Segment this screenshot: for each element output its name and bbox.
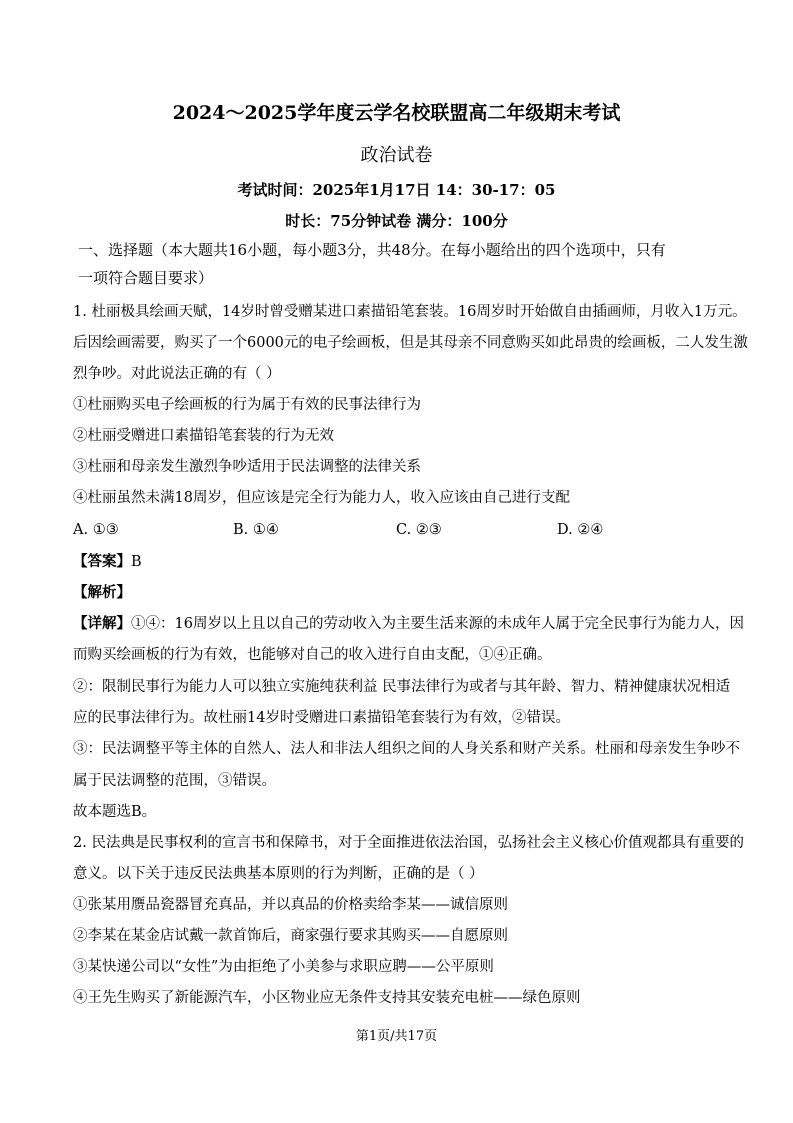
section-heading: 一、选择题（本大题共16小题，每小题3分，共48分。在每小题给出的四个选项中，只有	[78, 241, 666, 259]
q1-analysis-tag: 【解析】	[73, 584, 131, 601]
q1-option-c: C. ②③	[396, 522, 442, 538]
exam-subtitle: 政治试卷	[360, 145, 433, 166]
detail-tag: 【详解】	[73, 615, 131, 632]
exam-duration: 时长：75分钟试卷 满分：100分	[285, 212, 508, 230]
q1-detail-cont: 属于民法调整的范围，③错误。	[73, 773, 276, 789]
q2-stem-cont: 意义。以下关于违反民法典基本原则的行为判断，正确的是（ ）	[73, 866, 484, 882]
q1-detail-cont: ②：限制民事行为能力人可以独立实施纯获利益 民事法律行为或者与其年龄、智力、精神健康状况相适	[73, 679, 731, 695]
q1-stem-cont: 烈争吵。对此说法正确的有（ ）	[73, 366, 281, 382]
q1-option-d: D. ②④	[557, 522, 604, 538]
q2-statement-4: ④王先生购买了新能源汽车，小区物业应无条件支持其安装充电桩——绿色原则	[73, 990, 581, 1006]
q1-statement-3: ③杜丽和母亲发生激烈争吵适用于民法调整的法律关系	[73, 459, 421, 475]
q1-option-b: B. ①④	[233, 522, 279, 538]
q1-detail-cont: ③：民法调整平等主体的自然人、法人和非法人组织之间的人身关系和财产关系。杜丽和母亲发生争吵不	[73, 741, 740, 757]
q1-detail-cont: 而购买绘画板的行为有效，也能够对自己的收入进行自由支配，①④正确。	[73, 647, 552, 663]
q1-conclusion: 故本题选B。	[73, 804, 157, 820]
answer-tag: 【答案】	[73, 553, 131, 570]
page-footer: 第1页/共17页	[355, 1029, 438, 1044]
q1-statement-1: ①杜丽购买电子绘画板的行为属于有效的民事法律行为	[73, 397, 421, 413]
q2-statement-3: ③某快递公司以“女性”为由拒绝了小美参与求职应聘——公平原则	[73, 959, 494, 975]
q1-answer	[73, 552, 142, 572]
q2-stem: 2. 民法典是民事权利的宣言书和保障书，对于全面推进依法治国，弘扬社会主义核心价值观都具有重要的	[73, 835, 744, 851]
q1-stem: 1. 杜丽极具绘画天赋，14岁时曾受赠某进口素描铅笔套装。16周岁时开始做自由插画师，月收入1万元。	[73, 304, 747, 320]
q2-statement-1: ①张某用赝品瓷器冒充真品，并以真品的价格卖给李某——诚信原则	[73, 897, 508, 913]
exam-title: 2024～2025学年度云学名校联盟高二年级期末考试	[172, 102, 621, 124]
q1-detail-cont: 应的民事法律行为。故杜丽14岁时受赠进口素描铅笔套装行为有效，②错误。	[73, 710, 570, 726]
q1-statement-4: ④杜丽虽然未满18周岁，但应该是完全行为能力人，收入应该由自己进行支配	[73, 490, 570, 506]
answer-value: B	[131, 554, 142, 570]
q1-stem-cont: 后因绘画需要，购买了一个6000元的电子绘画板，但是其母亲不同意购买如此昂贵的绘画板，二人发生激	[73, 335, 748, 351]
q1-detail	[73, 614, 744, 634]
q1-option-a: A. ①③	[73, 522, 119, 538]
exam-time: 考试时间：2025年1月17日 14：30-17：05	[237, 181, 556, 199]
detail-text: ①④：16周岁以上且以自己的劳动收入为主要生活来源的未成年人属于完全民事行为能力人，因	[131, 616, 744, 632]
q1-statement-2: ②杜丽受赠进口素描铅笔套装的行为无效	[73, 428, 334, 444]
section-heading-cont: 一项符合题目要求）	[78, 269, 214, 287]
q2-statement-2: ②李某在某金店试戴一款首饰后，商家强行要求其购买——自愿原则	[73, 928, 508, 944]
